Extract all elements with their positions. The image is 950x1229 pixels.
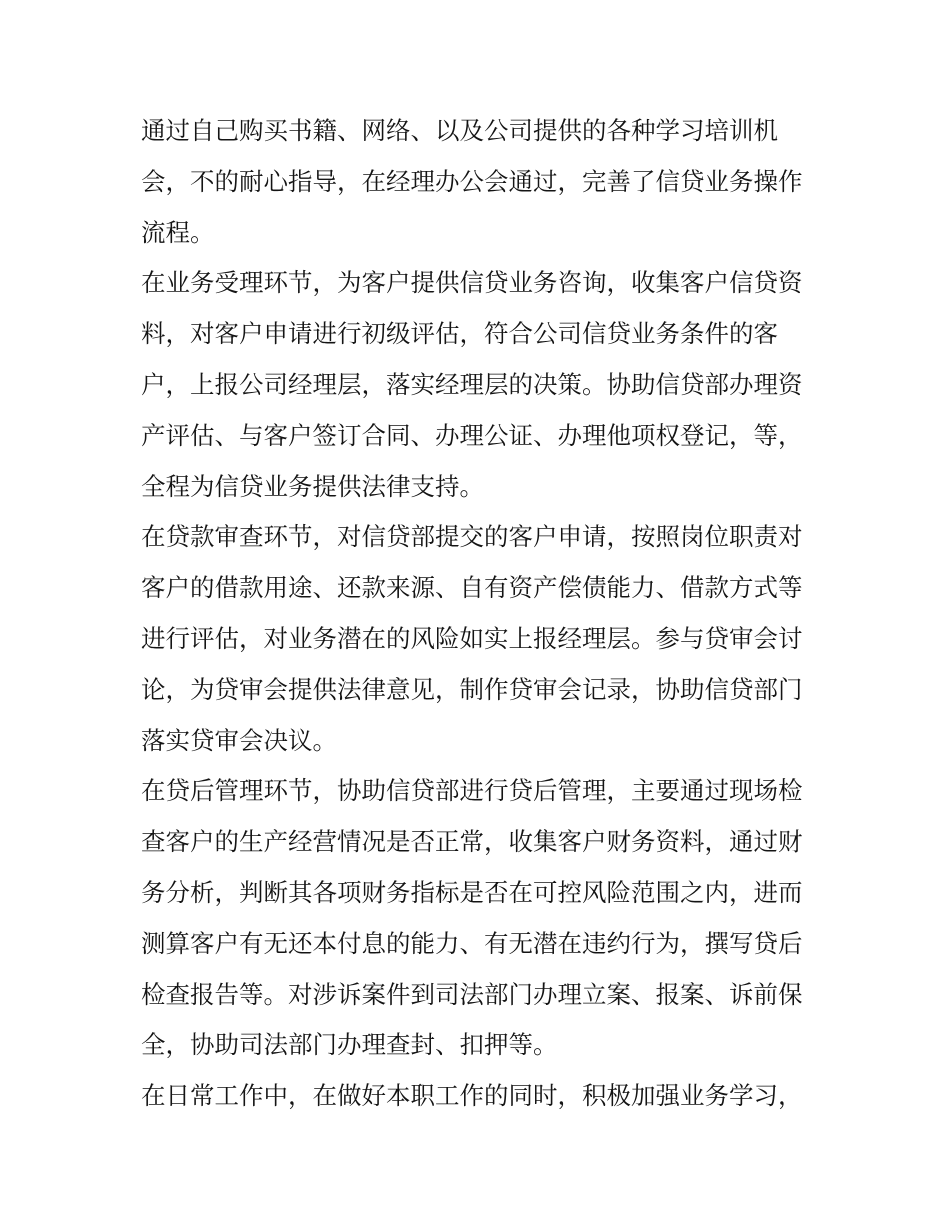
paragraph-5 xyxy=(141,1071,817,1122)
text-line: 在贷后管理环节，协助信贷部进行贷后管理，主要通过现场检 xyxy=(141,776,803,806)
text-line: 在业务受理环节，为客户提供信贷业务咨询，收集客户信贷资 xyxy=(141,268,803,298)
text-line: 测算客户有无还本付息的能力、有无潜在违约行为，撰写贷后 xyxy=(141,928,803,958)
text-line: 进行评估，对业务潜在的风险如实上报经理层。参与贷审会讨 xyxy=(141,623,803,653)
text-line: 流程。 xyxy=(141,217,215,247)
text-line: 务分析，判断其各项财务指标是否在可控风险范围之内，进而 xyxy=(141,877,803,907)
text-line: 检查报告等。对涉诉案件到司法部门办理立案、报案、诉前保 xyxy=(141,979,803,1009)
paragraph-1 xyxy=(141,106,817,258)
paragraph-2 xyxy=(141,258,817,512)
text-line: 会，不的耐心指导，在经理办公会通过，完善了信贷业务操作 xyxy=(141,166,803,196)
document-body xyxy=(141,106,817,1122)
text-line: 全，协助司法部门办理查封、扣押等。 xyxy=(141,1030,558,1060)
text-line: 论，为贷审会提供法律意见，制作贷审会记录，协助信贷部门 xyxy=(141,674,803,704)
paragraph-3 xyxy=(141,512,817,766)
text-line: 全程为信贷业务提供法律支持。 xyxy=(141,471,484,501)
text-line: 在日常工作中，在做好本职工作的同时，积极加强业务学习， xyxy=(141,1081,803,1111)
text-line: 落实贷审会决议。 xyxy=(141,725,337,755)
text-line: 查客户的生产经营情况是否正常，收集客户财务资料，通过财 xyxy=(141,827,803,857)
text-line: 产评估、与客户签订合同、办理公证、办理他项权登记，等， xyxy=(141,420,803,450)
text-line: 在贷款审查环节，对信贷部提交的客户申请，按照岗位职责对 xyxy=(141,522,803,552)
text-line: 客户的借款用途、还款来源、自有资产偿债能力、借款方式等 xyxy=(141,573,803,603)
text-line: 料，对客户申请进行初级评估，符合公司信贷业务条件的客 xyxy=(141,319,778,349)
text-line: 通过自己购买书籍、网络、以及公司提供的各种学习培训机 xyxy=(141,116,778,145)
paragraph-4 xyxy=(141,766,817,1071)
text-line: 户，上报公司经理层，落实经理层的决策。协助信贷部办理资 xyxy=(141,369,803,399)
